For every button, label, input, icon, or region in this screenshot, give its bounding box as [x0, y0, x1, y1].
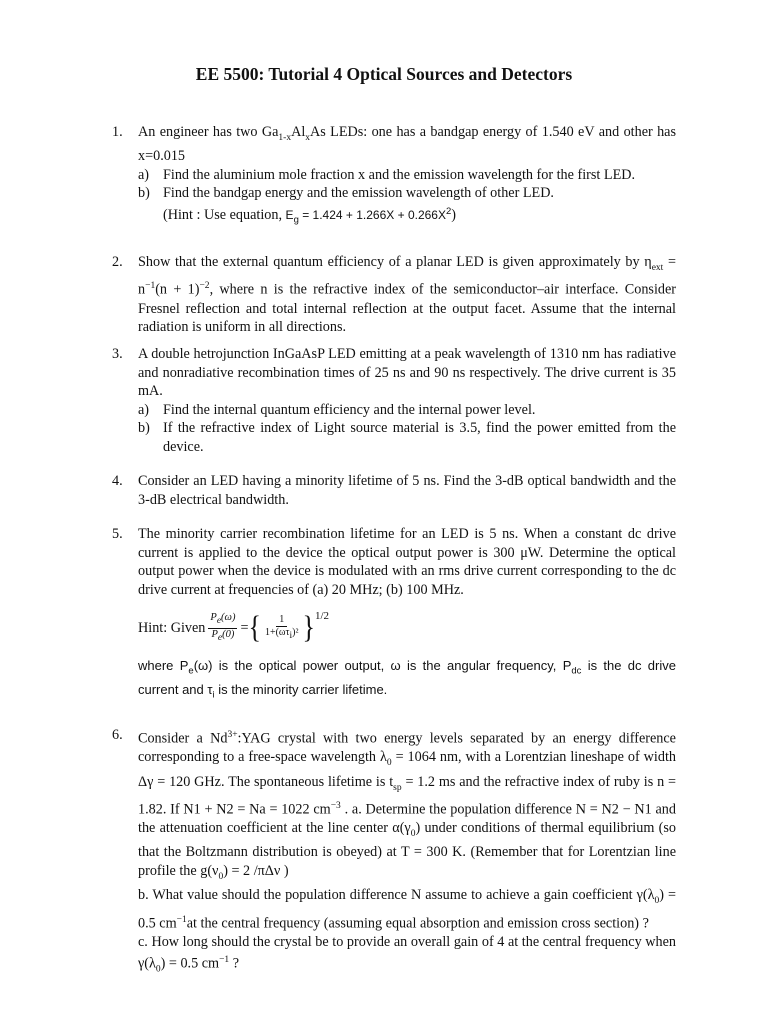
exponent: 1/2 — [314, 609, 330, 622]
hint-formula: Hint: Given $\frac{P_e(\omega)}{P_e(0)}$ = { $\frac{1}{1+(\omega\tau_i)^2}$ } 1/2 — [138, 605, 676, 651]
question-text: Show that the external quantum efficiency of a planar LED is given approximately by $\eta_{ext} = n^{-1}(n + 1)^{-2}$, where n is the refractive index of the semiconductor–air interface. Consider Fresnel reflection and total internal reflection at the output facet. Assume that the internal radiation is uniform in all directions. — [138, 254, 676, 336]
question-text-c: c. How long should the crystal be to provide an overall gain of 4 at the central frequency when $\gamma(\lambda_0) = 0.5$ $cm^{-1}$ ? — [138, 933, 676, 975]
question-text-a: Consider a $Nd^{3+}:YAG$ crystal with two energy levels separated by an energy difference corresponding to a free-space wavelength $\lambda_0 = 1064$ nm, with a Lorentzian lineshape of width Δγ = 120 GHz. The spontaneous lifetime is $t_{sp} = 1.2$ ms and the refractive index of ruby is n = 1.82. If N1 + N2 = Na = 1022 $cm^{-3}$ . a. Determine the population difference N = N2 − N1 and the attenuation coefficient at the line center $\alpha(\gamma_0)$ under conditions of thermal equilibrium (so that the Boltzmann distribution is obeyed) at T = 300 K. (Remember that for Lorentzian line profile the $g(\nu_0) = 2$ /πΔν ) — [138, 730, 677, 882]
left-brace: { — [248, 610, 261, 645]
question-text: The minority carrier recombination lifetime for an LED is 5 ns. When a constant dc drive current is applied to the device the optical output power is 300 μW. Determine the optical output power when the device is modulated with an rms drive current corresponding to the dc drive current at frequencies of (a) 20 MHz; (b) 100 MHz. — [138, 526, 676, 598]
question-2 — [112, 253, 676, 337]
sub-question-b: b) If the refractive index of Light source material is 3.5, find the power emitted from the device. — [138, 420, 676, 455]
page-title: EE 5500: Tutorial 4 Optical Sources and Detectors — [195, 64, 573, 84]
sub-question-a: a) Find the internal quantum efficiency and the internal power level. — [138, 401, 536, 418]
question-4 — [112, 472, 676, 509]
sub-question-b: b) Find the bandgap energy and the emission wavelength of other LED. — [138, 185, 554, 202]
power-ratio-fraction: $\frac{P_e(\omega)}{P_e(0)}$ — [210, 612, 236, 643]
question-number: 5. — [112, 526, 123, 542]
sub-question-a: a) Find the aluminium mole fraction x and the emission wavelength for the first LED. — [138, 166, 636, 183]
question-6 — [112, 726, 676, 979]
question-number: 1. — [112, 124, 123, 140]
question-number: 6. — [112, 727, 123, 743]
question-5 — [112, 525, 676, 705]
question-text: A double hetrojunction InGaAsP LED emitting at a peak wavelength of 1310 nm has radiative and nonradiative recombination times of 25 ns and 90 ns respectively. The drive current is 35 mA. — [138, 346, 676, 399]
question-text-b: b. What value should the population difference N assume to achieve a gain coefficient $\gamma(\lambda_0) = 0.5$ $cm^{-1}at$ the central frequency (assuming equal absorption and emission cross section) ? — [138, 887, 676, 932]
question-number: 3. — [112, 346, 123, 362]
where-text: where $P_e(\omega)$ is the optical power output, ω is the angular frequency, $P_{dc}$ is the dc drive current and $\tau_i$ is the minority carrier lifetime. — [138, 658, 676, 701]
question-number: 4. — [112, 473, 123, 489]
question-text: An engineer has two $Ga_{1-x}Al_xAs$ LEDs: one has a bandgap energy of 1.540 eV and other has x=0.015 — [138, 124, 677, 165]
right-brace: } — [302, 610, 315, 645]
question-number: 2. — [112, 254, 123, 270]
question-3 — [112, 345, 676, 456]
hint-equation: (Hint : Use equation, $E_g = 1.424 + 1.266X + 0.266X^2$) — [163, 205, 457, 226]
inner-fraction: $\frac{1}{1+(\omega\tau_i)^2}$ — [264, 614, 299, 641]
hint-label: Hint: Given — [138, 619, 206, 636]
question-text: Consider an LED having a minority lifetime of 5 ns. Find the 3-dB optical bandwidth and the 3-dB electrical bandwidth. — [138, 473, 676, 508]
question-1 — [112, 123, 676, 230]
